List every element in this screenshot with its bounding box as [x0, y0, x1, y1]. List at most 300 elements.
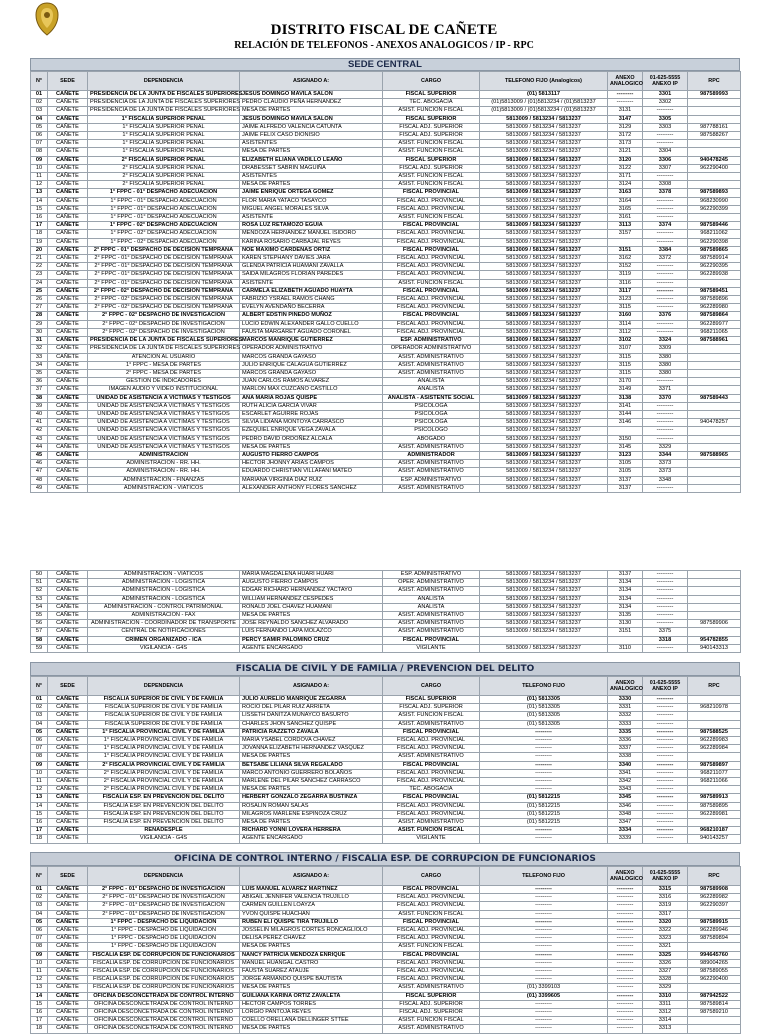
cell-asignado-a: MESA DE PARTES [240, 984, 383, 992]
column-header-anexo-ip: 01-625-5555 ANEXO IP [643, 72, 688, 91]
cell-cargo: ANALISTA - ASISTENTE SOCIAL [383, 394, 480, 402]
cell-rpc [688, 910, 741, 918]
cell-rpc: 987588267 [688, 132, 741, 140]
table-row [31, 476, 741, 484]
cell-anexo-ip: --------- [643, 296, 688, 304]
cell-anexo-ip: 3384 [643, 246, 688, 254]
cell-dependencia: ADMINISTRACION - RR. HH. [88, 468, 240, 476]
cell-cargo: ASIST. FUNCION FISCAL [383, 140, 480, 148]
phone-table [30, 570, 741, 653]
cell-asignado-a: COELLO ORELLANA DELLINGER STTEE [240, 1017, 383, 1025]
cell-sede: CAÑETE [48, 712, 88, 720]
table-row [31, 386, 741, 394]
cell-asignado-a: MILAGROS MARLENE ESPINOZA CRUZ [240, 810, 383, 818]
cell-telefono-fijo: 5813009 / 5813234 / 5813237 [480, 148, 608, 156]
cell-sede: CAÑETE [48, 720, 88, 728]
cell-cargo: FISCAL ADJ. SUPERIOR [383, 164, 480, 172]
cell-cargo: PSICOLOGA [383, 410, 480, 418]
table-row [31, 935, 741, 943]
cell-asignado-a: MESA DE PARTES [240, 107, 383, 115]
cell-telefono-fijo: 5813009 / 5813234 / 5813237 [480, 123, 608, 131]
table-row [31, 443, 741, 451]
cell-sede: CAÑETE [48, 238, 88, 246]
table-row [31, 132, 741, 140]
cell-row-number: 15 [31, 1000, 48, 1008]
cell-anexo-analogico: 3110 [608, 644, 643, 652]
cell-anexo-analogico: --------- [608, 910, 643, 918]
cell-sede: CAÑETE [48, 810, 88, 818]
cell-anexo-analogico: 3116 [608, 279, 643, 287]
cell-telefono-fijo: 5813009 / 5813234 / 5813237 [480, 402, 608, 410]
cell-cargo: FISCAL SUPERIOR [383, 992, 480, 1000]
cell-dependencia: 1° FPPC - DESPACHO DE LIQUIDACION [88, 918, 240, 926]
cell-row-number: 51 [31, 579, 48, 587]
cell-anexo-ip: 3302 [643, 99, 688, 107]
cell-anexo-analogico [608, 636, 643, 644]
cell-dependencia: 1° FISCALIA PROVINCIAL CIVIL Y DE FAMILIA [88, 728, 240, 736]
cell-rpc [688, 115, 741, 123]
cell-row-number: 01 [31, 91, 48, 99]
cell-row-number: 53 [31, 595, 48, 603]
cell-telefono-fijo: --------- [480, 886, 608, 894]
table-row [31, 612, 741, 620]
cell-anexo-analogico: 3135 [608, 612, 643, 620]
cell-cargo: ASIST. ADMINISTRATIVO [383, 369, 480, 377]
cell-sede: CAÑETE [48, 255, 88, 263]
cell-row-number: 12 [31, 181, 48, 189]
cell-sede: CAÑETE [48, 99, 88, 107]
cell-anexo-analogico: --------- [608, 99, 643, 107]
cell-dependencia: ADMINISTRACION [88, 451, 240, 459]
cell-anexo-ip: --------- [643, 786, 688, 794]
cell-sede: CAÑETE [48, 328, 88, 336]
table-row [31, 753, 741, 761]
column-header-sede: SEDE [48, 72, 88, 91]
column-header-sede: SEDE [48, 867, 88, 886]
cell-cargo: ASIST. ADMINISTRATIVO [383, 1025, 480, 1033]
cell-cargo: ASIST. ADMINISTRATIVO [383, 819, 480, 827]
cell-rpc: 968211062 [688, 230, 741, 238]
cell-rpc [688, 443, 741, 451]
cell-rpc: 987589210 [688, 1009, 741, 1017]
cell-telefono-fijo: (01) 5812215 [480, 802, 608, 810]
cell-asignado-a: ABIGAIL JENNIFER VALENCIA TRUJILLO [240, 894, 383, 902]
cell-anexo-analogico: --------- [608, 992, 643, 1000]
cell-dependencia: 1° FPPC - DESPACHO DE LIQUIDACION [88, 927, 240, 935]
cell-rpc: 962289984 [688, 745, 741, 753]
cell-row-number: 23 [31, 271, 48, 279]
cell-asignado-a: AGENTE ENCARGADO [240, 835, 383, 843]
table-row [31, 337, 741, 345]
cell-anexo-analogico: 3152 [608, 263, 643, 271]
cell-sede: CAÑETE [48, 181, 88, 189]
table-row [31, 312, 741, 320]
cell-asignado-a: CARMEN GUILLEN LOAYZA [240, 902, 383, 910]
cell-anexo-analogico: 3115 [608, 369, 643, 377]
cell-sede: CAÑETE [48, 205, 88, 213]
cell-cargo: FISCAL ADJ. PROVINCIAL [383, 304, 480, 312]
cell-sede: CAÑETE [48, 156, 88, 164]
cell-cargo: ESP. ADMINISTRATIVO [383, 571, 480, 579]
cell-asignado-a: KARINA ROSARIO CARBAJAL REYES [240, 238, 383, 246]
cell-row-number: 03 [31, 712, 48, 720]
cell-sede: CAÑETE [48, 918, 88, 926]
cell-cargo: FISCAL ADJ. PROVINCIAL [383, 959, 480, 967]
cell-sede: CAÑETE [48, 628, 88, 636]
cell-anexo-analogico: 3146 [608, 419, 643, 427]
cell-asignado-a: MENDOZA HERNANDEZ MANUEL ISIDORO [240, 230, 383, 238]
cell-dependencia: 2° FPPC - 01° DESPACHO DE INVESTIGACION [88, 894, 240, 902]
cell-telefono-fijo: 5813009 / 5813234 / 5813237 [480, 484, 608, 492]
cell-rpc: 987589451 [688, 287, 741, 295]
cell-dependencia: FISCALIA ESP. EN PREVENCION DEL DELITO [88, 810, 240, 818]
cell-anexo-analogico: 3335 [608, 728, 643, 736]
cell-cargo: ESP. ADMINISTRATIVO [383, 337, 480, 345]
cell-dependencia: ADMINISTRACION - CONTROL PATRIMONIAL [88, 603, 240, 611]
cell-cargo: FISCAL ADJ. SUPERIOR [383, 704, 480, 712]
cell-asignado-a: JOSE REYNALDO SANCHEZ ALVARADO [240, 620, 383, 628]
cell-asignado-a: HECTOR CAMPOS TORRES [240, 1000, 383, 1008]
table-row [31, 451, 741, 459]
cell-anexo-ip: 3376 [643, 312, 688, 320]
cell-telefono-fijo: 5813009 / 5813234 / 5813237 [480, 205, 608, 213]
cell-rpc: 962289983 [688, 737, 741, 745]
cell-anexo-analogico: --------- [608, 927, 643, 935]
table-header-row [31, 677, 741, 696]
cell-rpc: 987589913 [688, 794, 741, 802]
column-header-cargo: CARGO [383, 867, 480, 886]
cell-dependencia: 2° FPPC - 02° DESPACHO DE DECISION TEMPRANA [88, 296, 240, 304]
cell-anexo-analogico: 3340 [608, 761, 643, 769]
cell-sede: CAÑETE [48, 1025, 88, 1033]
cell-asignado-a: JULIO ENRIQUE CALAGUA GUTIERREZ [240, 361, 383, 369]
cell-rpc: 987788161 [688, 123, 741, 131]
table-row [31, 968, 741, 976]
table-row [31, 786, 741, 794]
cell-dependencia: 1° FPPC - 02° DESPACHO ADECUACION [88, 230, 240, 238]
cell-anexo-ip: 3303 [643, 123, 688, 131]
cell-rpc: 962290399 [688, 205, 741, 213]
cell-row-number: 45 [31, 451, 48, 459]
cell-telefono-fijo: 5813009 / 5813234 / 5813237 [480, 353, 608, 361]
cell-anexo-analogico: 3331 [608, 704, 643, 712]
cell-cargo: ASIST. ADMINISTRATIVO [383, 443, 480, 451]
cell-sede: CAÑETE [48, 761, 88, 769]
cell-row-number: 14 [31, 197, 48, 205]
cell-dependencia: FISCALIA SUPERIOR DE CIVIL Y DE FAMILIA [88, 696, 240, 704]
cell-sede: CAÑETE [48, 189, 88, 197]
table-row [31, 205, 741, 213]
cell-telefono-fijo: --------- [480, 1017, 608, 1025]
cell-dependencia: 2° FISCALIA SUPERIOR PENAL [88, 173, 240, 181]
cell-rpc [688, 753, 741, 761]
cell-row-number: 13 [31, 984, 48, 992]
cell-cargo: FISCAL ADJ. PROVINCIAL [383, 976, 480, 984]
cell-anexo-ip: 3308 [643, 181, 688, 189]
column-header-rpc: RPC [688, 677, 741, 696]
cell-telefono-fijo: 5813009 / 5813234 / 5813237 [480, 279, 608, 287]
cell-sede: CAÑETE [48, 320, 88, 328]
cell-sede: CAÑETE [48, 451, 88, 459]
cell-asignado-a: MESA DE PARTES [240, 612, 383, 620]
cell-telefono-fijo: 5813009 / 5813234 / 5813237 [480, 238, 608, 246]
cell-rpc: 987589914 [688, 255, 741, 263]
cell-rpc: 987589896 [688, 296, 741, 304]
cell-anexo-analogico: --------- [608, 959, 643, 967]
cell-dependencia: 1° FPPC - 01° DESPACHO ADECUACION [88, 205, 240, 213]
table-row [31, 636, 741, 644]
cell-rpc: 987589897 [688, 761, 741, 769]
cell-rpc: 987588525 [688, 728, 741, 736]
cell-sede: CAÑETE [48, 345, 88, 353]
cell-cargo: FISCAL ADJ. PROVINCIAL [383, 737, 480, 745]
cell-dependencia: FISCALIA ESP. EN PREVENCION DEL DELITO [88, 819, 240, 827]
cell-cargo: ASIST. FUNCION FISCAL [383, 279, 480, 287]
cell-asignado-a: PEDRO CLAUDIO PEÑA HERNANDEZ [240, 99, 383, 107]
table-row [31, 902, 741, 910]
cell-telefono-fijo: 5813009 / 5813234 / 5813237 [480, 435, 608, 443]
cell-cargo: ASIST. FUNCION FISCAL [383, 214, 480, 222]
cell-dependencia: 1° FISCALIA SUPERIOR PENAL [88, 115, 240, 123]
cell-asignado-a: RONALD JOEL CHAVEZ HUAMANI [240, 603, 383, 611]
cell-row-number: 17 [31, 827, 48, 835]
table-row [31, 918, 741, 926]
cell-dependencia: 1° FISCALIA PROVINCIAL CIVIL Y DE FAMILIA [88, 745, 240, 753]
cell-row-number: 01 [31, 886, 48, 894]
cell-sede: CAÑETE [48, 386, 88, 394]
table-row [31, 737, 741, 745]
cell-dependencia: UNIDAD DE ASISTENCIA A VICTIMAS Y TESTIGOS [88, 443, 240, 451]
cell-anexo-ip: 3370 [643, 394, 688, 402]
cell-cargo: ASIST. ADMINISTRATIVO [383, 628, 480, 636]
cell-anexo-analogico: --------- [608, 943, 643, 951]
cell-rpc [688, 786, 741, 794]
cell-cargo: FISCAL PROVINCIAL [383, 886, 480, 894]
cell-anexo-analogico: --------- [608, 902, 643, 910]
cell-cargo: FISCAL ADJ. PROVINCIAL [383, 810, 480, 818]
cell-asignado-a: ALBERT EDSTIN PINEDO MUÑOZ [240, 312, 383, 320]
document-title: DISTRITO FISCAL DE CAÑETE [270, 22, 498, 38]
cell-rpc: 987589894 [688, 935, 741, 943]
cell-row-number: 12 [31, 786, 48, 794]
table-row [31, 704, 741, 712]
table-row [31, 427, 741, 435]
cell-cargo: ASIST. ADMINISTRATIVO [383, 612, 480, 620]
cell-sede: CAÑETE [48, 745, 88, 753]
cell-anexo-ip: --------- [643, 328, 688, 336]
cell-dependencia: UNIDAD DE ASISTENCIA A VICTIMAS Y TESTIGOS [88, 394, 240, 402]
cell-anexo-analogico: --------- [608, 984, 643, 992]
cell-cargo: FISCAL ADJ. PROVINCIAL [383, 935, 480, 943]
cell-cargo: ASIST. ADMINISTRATIVO [383, 361, 480, 369]
cell-sede: CAÑETE [48, 312, 88, 320]
table-row [31, 214, 741, 222]
cell-rpc: 962290398 [688, 238, 741, 246]
cell-cargo: FISCAL ADJ. PROVINCIAL [383, 271, 480, 279]
table-row [31, 1017, 741, 1025]
cell-dependencia: 2° FISCALIA PROVINCIAL CIVIL Y DE FAMILIA [88, 769, 240, 777]
cell-rpc: 987589993 [688, 91, 741, 99]
cell-asignado-a: PEDRO DAVID ORDOÑEZ ALCALA [240, 435, 383, 443]
table-header-row [31, 867, 741, 886]
cell-asignado-a: LUCIO EDWIN ALEXANDER GALLO CUELLO [240, 320, 383, 328]
cell-dependencia: UNIDAD DE ASISTENCIA A VICTIMAS Y TESTIGOS [88, 410, 240, 418]
cell-anexo-ip: 3312 [643, 1009, 688, 1017]
cell-anexo-ip: 3305 [643, 115, 688, 123]
cell-asignado-a: AGENTE ENCARGADO [240, 644, 383, 652]
cell-anexo-ip: 3371 [643, 386, 688, 394]
cell-asignado-a: ROSA LUZ RETAMOZO EGUIA [240, 222, 383, 230]
cell-anexo-ip: 3316 [643, 894, 688, 902]
cell-dependencia: UNIDAD DE ASISTENCIA A VICTIMAS Y TESTIGOS [88, 427, 240, 435]
cell-cargo: FISCAL PROVINCIAL [383, 222, 480, 230]
cell-sede: CAÑETE [48, 263, 88, 271]
cell-row-number: 37 [31, 386, 48, 394]
cell-asignado-a: HECTOR JHONNY ARIAS CAMPOS [240, 460, 383, 468]
cell-sede: CAÑETE [48, 992, 88, 1000]
cell-anexo-analogico: --------- [608, 968, 643, 976]
column-header-dependencia: DEPENDENCIA [88, 677, 240, 696]
cell-anexo-analogico: 3105 [608, 468, 643, 476]
cell-anexo-analogico: 3107 [608, 345, 643, 353]
cell-row-number: 07 [31, 745, 48, 753]
cell-row-number: 05 [31, 728, 48, 736]
cell-telefono-fijo [480, 636, 608, 644]
cell-anexo-ip: 3375 [643, 628, 688, 636]
cell-row-number: 57 [31, 628, 48, 636]
phone-table [30, 676, 741, 844]
cell-cargo: FISCAL ADJ. PROVINCIAL [383, 263, 480, 271]
cell-rpc: 962289981 [688, 810, 741, 818]
cell-anexo-ip: --------- [643, 304, 688, 312]
cell-row-number: 18 [31, 835, 48, 843]
cell-anexo-analogico: 3138 [608, 394, 643, 402]
cell-dependencia: ADMINISTRACION - VIATICOS [88, 484, 240, 492]
cell-anexo-analogico: --------- [608, 918, 643, 926]
cell-anexo-analogico: 3115 [608, 353, 643, 361]
cell-sede: CAÑETE [48, 222, 88, 230]
cell-dependencia: UNIDAD DE ASISTENCIA A VICTIMAS Y TESTIGOS [88, 419, 240, 427]
cell-anexo-ip: 3348 [643, 476, 688, 484]
column-header-anexo-ip: 01-625-5555 ANEXO IP [643, 677, 688, 696]
cell-telefono-fijo: 5813009 / 5813234 / 5813237 [480, 296, 608, 304]
cell-cargo: ANALISTA [383, 603, 480, 611]
cell-anexo-analogico: 3342 [608, 778, 643, 786]
cell-dependencia: 2° FPPC - 01° DESPACHO DE DECISION TEMPRANA [88, 271, 240, 279]
cell-anexo-ip: --------- [643, 704, 688, 712]
cell-row-number: 02 [31, 99, 48, 107]
cell-anexo-analogico: 3134 [608, 595, 643, 603]
cell-asignado-a: KAREN STEPHANY DAVIES JARA [240, 255, 383, 263]
cell-sede: CAÑETE [48, 214, 88, 222]
cell-telefono-fijo: (01)5813009 / (01)5813234 / (01)5813237 [480, 107, 608, 115]
cell-telefono-fijo: (01) 3399103 [480, 984, 608, 992]
cell-anexo-analogico: 3160 [608, 312, 643, 320]
cell-anexo-ip: --------- [643, 620, 688, 628]
cell-row-number: 31 [31, 337, 48, 345]
cell-dependencia: PRESIDENCIA DE LA JUNTA DE FISCALES SUPERIORES [88, 337, 240, 345]
cell-anexo-ip: --------- [643, 778, 688, 786]
cell-telefono-fijo: 5813009 / 5813234 / 5813237 [480, 271, 608, 279]
cell-telefono-fijo: --------- [480, 753, 608, 761]
table-row [31, 778, 741, 786]
cell-telefono-fijo: (01) 3399605 [480, 992, 608, 1000]
cell-telefono-fijo: --------- [480, 1025, 608, 1033]
cell-asignado-a: JESUS DOMINGO MAVILA SALON [240, 115, 383, 123]
cell-row-number: 16 [31, 1009, 48, 1017]
cell-row-number: 09 [31, 761, 48, 769]
cell-rpc [688, 107, 741, 115]
cell-sede: CAÑETE [48, 902, 88, 910]
cell-dependencia: OFICINA DESCONCETRADA DE CONTROL INTERNO [88, 1017, 240, 1025]
cell-row-number: 54 [31, 603, 48, 611]
cell-dependencia: IMAGEN AUDIO Y VIDEO INSTITUCIONAL [88, 386, 240, 394]
cell-anexo-ip: --------- [643, 579, 688, 587]
cell-asignado-a: JESUS DOMINGO MAVILA SALON [240, 91, 383, 99]
table-row [31, 976, 741, 984]
table-row [31, 468, 741, 476]
cell-cargo: FISCAL PROVINCIAL [383, 951, 480, 959]
cell-dependencia: 2° FISCALIA SUPERIOR PENAL [88, 156, 240, 164]
cell-row-number: 22 [31, 263, 48, 271]
table-row [31, 378, 741, 386]
cell-rpc [688, 99, 741, 107]
column-header-dependencia: DEPENDENCIA [88, 72, 240, 91]
table-row [31, 951, 741, 959]
cell-anexo-ip: --------- [643, 287, 688, 295]
cell-anexo-analogico: 3137 [608, 476, 643, 484]
cell-cargo: ASIST. FUNCION FISCAL [383, 181, 480, 189]
cell-anexo-ip: --------- [643, 802, 688, 810]
column-header-sede: SEDE [48, 677, 88, 696]
cell-rpc: 968211066 [688, 778, 741, 786]
cell-rpc: 962289946 [688, 927, 741, 935]
cell-anexo-ip: 3324 [643, 337, 688, 345]
cell-rpc [688, 214, 741, 222]
cell-dependencia: 2° FISCALIA PROVINCIAL CIVIL Y DE FAMILIA [88, 786, 240, 794]
cell-telefono-fijo: 5813009 / 5813234 / 5813237 [480, 140, 608, 148]
cell-telefono-fijo: (01) 5812215 [480, 794, 608, 802]
cell-dependencia: FISCALIA SUPERIOR DE CIVIL Y DE FAMILIA [88, 720, 240, 728]
cell-telefono-fijo: (01) 5813305 [480, 720, 608, 728]
cell-dependencia: 2° FPPC - 02° DESPACHO DE DECISION TEMPRANA [88, 287, 240, 295]
civil-familia-block [30, 662, 740, 844]
cell-anexo-analogico: 3337 [608, 745, 643, 753]
cell-anexo-ip: --------- [643, 271, 688, 279]
cell-asignado-a: MESA DE PARTES [240, 753, 383, 761]
cell-row-number: 48 [31, 476, 48, 484]
cell-rpc: 962289938 [688, 271, 741, 279]
cell-row-number: 03 [31, 902, 48, 910]
cell-sede: CAÑETE [48, 468, 88, 476]
cell-row-number: 17 [31, 222, 48, 230]
cell-anexo-ip: 3374 [643, 222, 688, 230]
cell-asignado-a: EDUARDO CHRISTIAN VILLAFANI MATEO [240, 468, 383, 476]
cell-row-number: 19 [31, 238, 48, 246]
cell-anexo-ip: --------- [643, 435, 688, 443]
cell-anexo-analogico: 3112 [608, 328, 643, 336]
cell-telefono-fijo: 5813009 / 5813234 / 5813237 [480, 595, 608, 603]
cell-rpc [688, 595, 741, 603]
cell-anexo-analogico: 3339 [608, 835, 643, 843]
cell-asignado-a: ASISTENTE [240, 214, 383, 222]
cell-sede: CAÑETE [48, 460, 88, 468]
cell-telefono-fijo: --------- [480, 827, 608, 835]
column-header-telefono-fijo: TELEFONO FIJO [480, 677, 608, 696]
cell-anexo-analogico: 3137 [608, 484, 643, 492]
cell-asignado-a: DRABESSET SABRIN MAGUIÑA [240, 164, 383, 172]
cell-telefono-fijo: 5813009 / 5813234 / 5813237 [480, 468, 608, 476]
